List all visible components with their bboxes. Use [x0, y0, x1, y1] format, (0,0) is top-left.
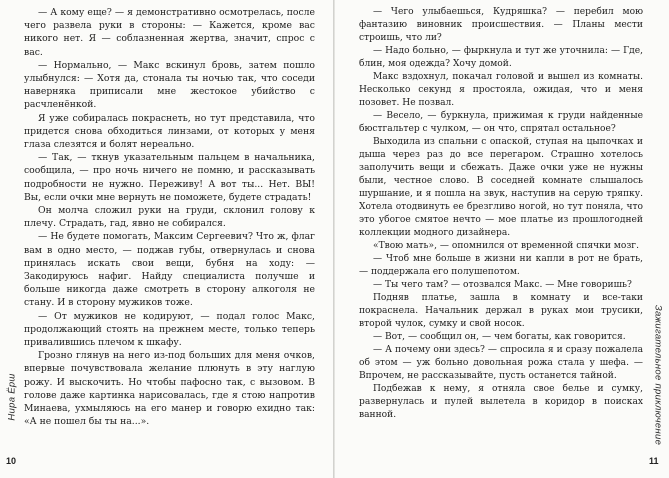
paragraph: — А кому еще? — я демонстративно осмотрелась, после чего развела руки в стороны: — Кажется, кроме вас никого нет. Я — соблазненная жертва, значит, спрос с вас.	[24, 7, 315, 58]
running-head-author-text: Нира Ёрш	[6, 373, 18, 421]
paragraph: — От мужиков не кодируют, — подал голос Макс, продолжающий стоять на прежнем месте, только теперь привалившись плечом к шкафу.	[24, 310, 315, 349]
paragraph: — Не будете помогать, Максим Сергеевич? Что ж, флаг вам в одно место, — поджав губы, отвернулась и снова принялась искать свои вещи, бубня на ходу: — Закодируюсь нафиг. Найду специалиста получше и больше никогда даже смотреть в сторону алкоголя не стану. И в сторону мужиков тоже.	[24, 231, 315, 309]
paragraph: Подбежав к нему, я отняла свое белье и сумку, развернулась и пулей вылетела в коридор в поисках ванной.	[359, 384, 643, 420]
paragraph: Я уже собиралась покраснеть, но тут представила, что придется снова обходиться линзами, от которых у меня глаза слезятся и болят нереально.	[24, 112, 315, 151]
paragraph: — А почему они здесь? — спросила я и сразу пожалела об этом — уж больно довольная рожа стала у шефа. — Впрочем, не рассказывайте, пусть останется тайной.	[359, 345, 643, 381]
paragraph: Подняв платье, зашла в комнату и все-таки покраснела. Начальник держал в руках мои трусики, второй чулок, сумку и свой носок.	[359, 293, 643, 329]
running-head-title-text: Зажигательное приключение	[652, 304, 664, 446]
running-head-title	[651, 300, 665, 450]
paragraph: — Ты чего там? — отозвался Макс. — Мне говоришь?	[373, 280, 632, 290]
paragraph: — Чтоб мне больше в жизни ни капли в рот не брать, — поддержала его полушепотом.	[359, 254, 643, 277]
paragraph: Грозно глянув на него из-под больших для меня очков, впервые почувствовала желание плюнуть в эту наглую рожу. И выскочить. Но чтобы пафосно так, с вызовом. В голове даже картинка нарисовалась, где я стою напротив Минаева, ухмыляюсь на его манер и говорю ехидно так: «А не пошел бы ты на...».	[24, 350, 315, 428]
paragraph: «Твою мать», — опомнился от временной спячки мозг.	[373, 241, 639, 251]
paragraph: Выходила из спальни с опаской, ступая на цыпочках и дыша через раз до все перегаром. Страшно хотелось заполучить вещи и сбежать. Даже очки уже не нужны были, честное слово. В соседней комнате слышалось шуршание, и я пошла на звук, наступив на серую тряпку. Хотела отодвинуть ее брезгливо ногой, но тут поняла, что это убогое смятое нечто — мое платье из прошлогодней коллекции модного дизайнера.	[359, 137, 643, 238]
paragraph: — Чего улыбаешься, Кудряшка? — перебил мою фантазию виновник происшествия. — Планы мести строишь, что ли?	[359, 7, 643, 43]
left-page	[0, 0, 333, 478]
right-page	[335, 0, 669, 478]
left-page-text	[24, 6, 315, 429]
paragraph: — Весело, — буркнула, прижимая к груди найденные бюстгальтер с чулком, — он что, спрятал остальное?	[359, 111, 643, 134]
right-page-text	[359, 6, 643, 422]
page-number-right: 11	[649, 456, 659, 466]
paragraph: — Вот, — сообщил он, — чем богаты, как говорится.	[373, 332, 626, 342]
running-head-author	[6, 352, 18, 442]
paragraph: — Нормально, — Макс вскинул бровь, затем пошло улыбнулся: — Хотя да, стонала ты ночью так, что соседи наверняка приписали мне жестокое убийство с расчленёнкой.	[24, 59, 315, 111]
paragraph: Макс вздохнул, покачал головой и вышел из комнаты. Несколько секунд я простояла, ожидая, что и меня позовет. Не позвал.	[359, 72, 643, 108]
page-number-left: 10	[6, 456, 17, 466]
paragraph: Он молча сложил руки на груди, склонил голову к плечу. Страдать, гад, явно не собирался.	[24, 205, 315, 230]
paragraph: — Надо больно, — фыркнула и тут же уточнила: — Где, блин, моя одежда? Хочу домой.	[359, 46, 643, 69]
paragraph: — Так, — ткнув указательным пальцем в начальника, сообщила, — про ночь ничего не помню, и рассказывать подробности не нужно. Переживу! А вот ты... Нет. ВЫ! Вы, если очки мне вернуть не поможете, будете страдать!	[24, 152, 315, 203]
